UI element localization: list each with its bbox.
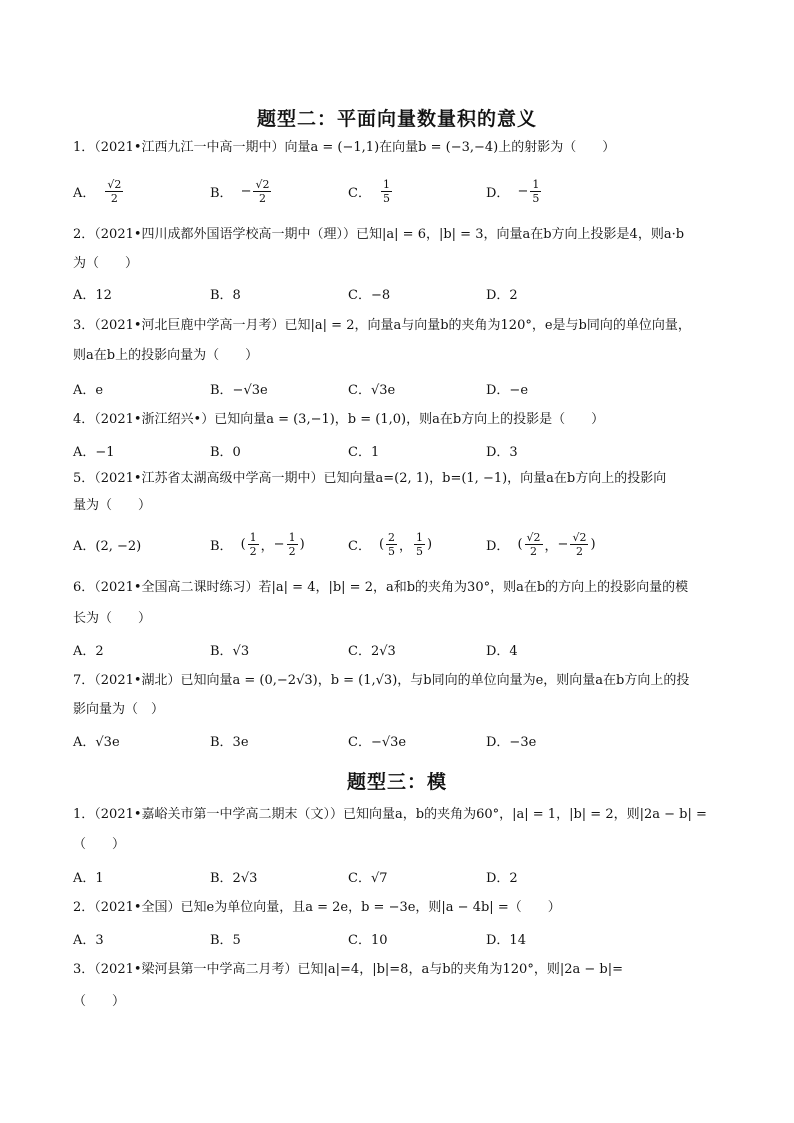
- option-b: B．√3: [210, 643, 250, 659]
- option-d: D．4: [486, 643, 518, 659]
- option-b: B．3e: [210, 734, 249, 750]
- option-c: C．−√3e: [348, 734, 407, 750]
- question-2-4: 4．（2021•浙江绍兴•）已知向量a = (3,−1)，b = (1,0)，则a在b方向上的投影是（ ）: [73, 412, 605, 427]
- option-b: B．0: [210, 444, 241, 460]
- section-title-2: 题型二：平面向量数量积的意义: [256, 108, 537, 130]
- option-a: A．e: [73, 382, 104, 398]
- question-2-2-line1: 2．（2021•四川成都外国语学校高一期中（理））已知|a| = 6，|b| = 3，向量a在b方向上投影是4，则a·b: [73, 227, 685, 242]
- question-2-2-line2: 为（ ）: [73, 256, 139, 271]
- options-3-2: [73, 921, 723, 955]
- option-a: A． $\frac{√2}{2}$: [73, 177, 122, 205]
- fraction: $\frac{1}{5}$: [382, 177, 390, 205]
- option-d: D．2: [486, 870, 518, 886]
- option-c: C．10: [348, 932, 388, 948]
- fraction: $\frac{√2}{2}$: [526, 530, 541, 558]
- option-b: B． − $\frac{√2}{2}$: [210, 177, 270, 205]
- option-a: A．2: [73, 643, 104, 659]
- option-d: D．−e: [486, 382, 529, 398]
- section-title-3: 题型三：模: [346, 771, 447, 793]
- option-b: B．8: [210, 287, 241, 303]
- option-d: D．2: [486, 287, 518, 303]
- question-3-2: 2．（2021•全国）已知e为单位向量，且a = 2e，b = −3e，则|a − 4b| =（ ）: [73, 900, 561, 915]
- options-2-7: [73, 723, 723, 757]
- fraction: $\frac{√2}{2}$: [572, 530, 587, 558]
- fraction: $\frac{1}{2}$: [249, 530, 257, 558]
- option-a: A．(2, −2): [73, 538, 142, 554]
- option-b: B．2√3: [210, 870, 258, 886]
- option-d: D． − $\frac{1}{5}$: [486, 177, 540, 205]
- option-c: C．2√3: [348, 643, 396, 659]
- option-c: C．−8: [348, 287, 391, 303]
- options-2-6: [73, 632, 723, 666]
- question-3-1-line1: 1．（2021•嘉峪关市第一中学高二期末（文））已知向量a，b的夹角为60°，|a| = 1，|b| = 2，则|2a − b| =: [73, 807, 707, 822]
- option-c: C．√3e: [348, 382, 396, 398]
- question-2-1: 1．（2021•江西九江一中高一期中）向量a = (−1,1)在向量b = (−3,−4)上的射影为（ ）: [73, 140, 616, 155]
- option-d: D．3: [486, 444, 518, 460]
- option-b: B．−√3e: [210, 382, 268, 398]
- fraction: $\frac{2}{5}$: [388, 530, 396, 558]
- fraction: $\frac{1}{5}$: [532, 177, 540, 205]
- option-a: A．1: [73, 870, 104, 886]
- fraction: $\frac{√2}{2}$: [107, 177, 122, 205]
- options-2-3: [73, 371, 723, 405]
- fraction: $\frac{√2}{2}$: [255, 177, 270, 205]
- fraction: $\frac{1}{5}$: [416, 530, 424, 558]
- option-d: D． ( $\frac{√2}{2}$ ， − $\frac{√2}{2}$ ): [486, 530, 596, 558]
- question-2-7-line1: 7．（2021•湖北）已知向量a = (0,−2√3)，b = (1,√3)，与b同向的单位向量为e，则向量a在b方向上的投: [73, 673, 690, 688]
- option-d: D．14: [486, 932, 526, 948]
- question-3-3-line1: 3．（2021•梁河县第一中学高二月考）已知|a|=4，|b|=8，a与b的夹角为120°，则|2a − b|=: [73, 962, 623, 977]
- option-b: B．5: [210, 932, 241, 948]
- option-b: B． ( $\frac{1}{2}$ ， − $\frac{1}{2}$ ): [210, 530, 305, 558]
- option-a: A．3: [73, 932, 104, 948]
- question-2-7-line2: 影向量为（ ）: [73, 702, 165, 717]
- fraction: $\frac{1}{2}$: [288, 530, 296, 558]
- question-2-6-line1: 6．（2021•全国高二课时练习）若|a| = 4，|b| = 2，a和b的夹角为30°，则a在b的方向上的投影向量的模: [73, 580, 689, 595]
- question-3-1-line2: （ ）: [73, 837, 126, 852]
- question-2-6-line2: 长为（ ）: [73, 611, 152, 626]
- question-2-3-line2: 则a在b上的投影向量为（ ）: [73, 348, 259, 363]
- options-2-1: [73, 174, 723, 208]
- option-a: A．12: [73, 287, 112, 303]
- question-3-3-line2: （ ）: [73, 994, 126, 1009]
- option-c: C．1: [348, 444, 380, 460]
- option-d: D．−3e: [486, 734, 537, 750]
- question-2-5-line2: 量为（ ）: [73, 498, 152, 513]
- question-2-5-line1: 5．（2021•江苏省太湖高级中学高一期中）已知向量a=(2, 1)，b=(1, −1)，向量a在b方向上的投影向: [73, 471, 667, 486]
- option-c: C． ( $\frac{2}{5}$ ， $\frac{1}{5}$ ): [348, 530, 433, 558]
- options-3-1: [73, 859, 723, 893]
- option-a: A．√3e: [73, 734, 120, 750]
- option-a: A．−1: [73, 444, 115, 460]
- option-c: C． $\frac{1}{5}$: [348, 177, 390, 205]
- options-2-4: [73, 433, 723, 467]
- option-c: C．√7: [348, 870, 388, 886]
- options-2-5: [73, 527, 723, 561]
- question-2-3-line1: 3．（2021•河北巨鹿中学高一月考）已知|a| = 2，向量a与向量b的夹角为120°，e是与b同向的单位向量，: [73, 318, 691, 333]
- options-2-2: [73, 276, 723, 310]
